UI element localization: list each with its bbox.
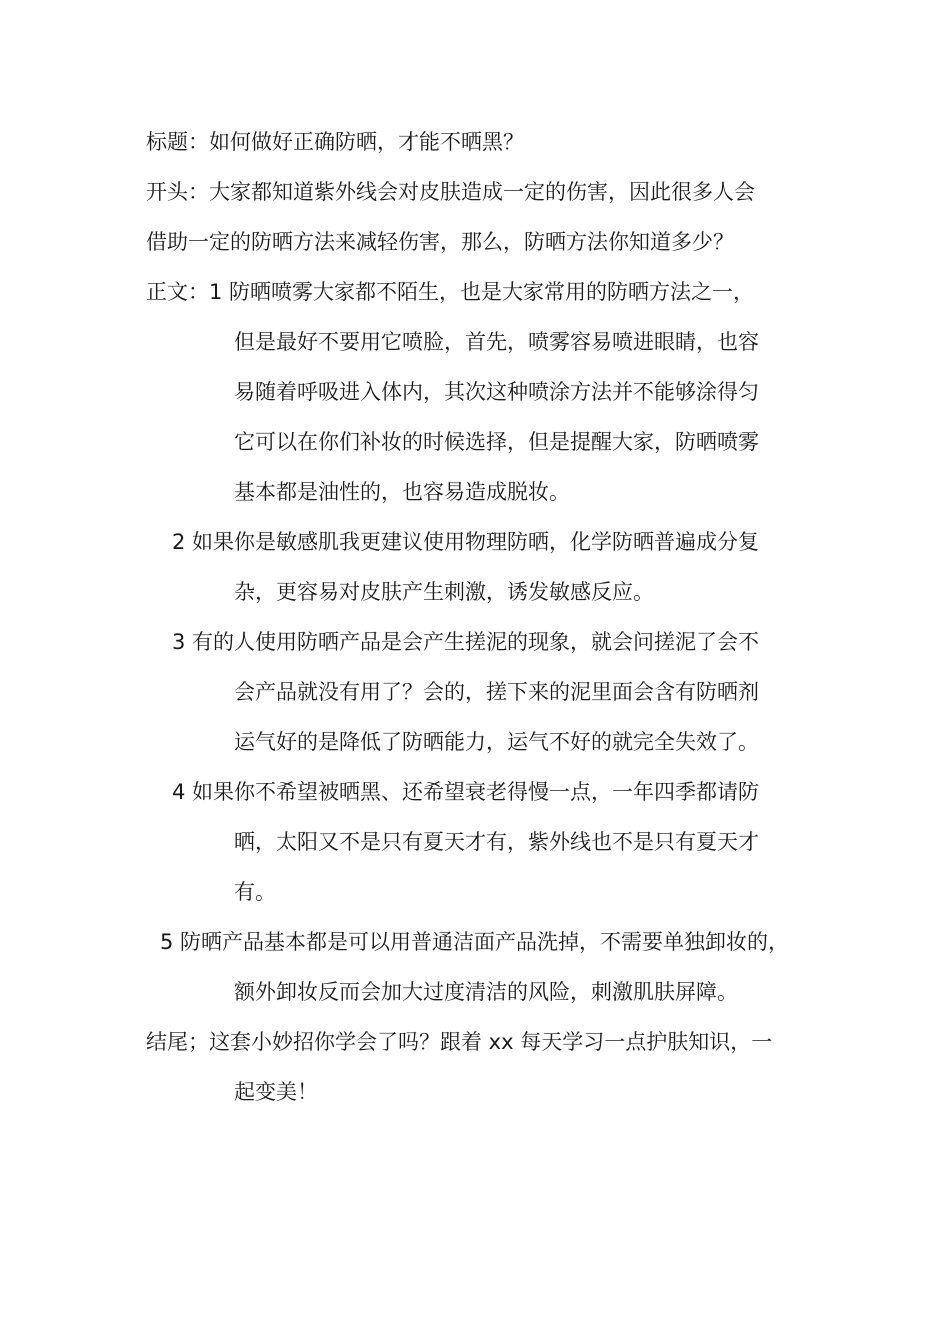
body-point-4-line-1: 4 如果你不希望被晒黑、还希望衰老得慢一点，一年四季都请防 bbox=[172, 780, 760, 804]
body-point-1-line-4: 它可以在你们补妆的时候选择，但是提醒大家，防晒喷雾 bbox=[234, 430, 759, 454]
body-point-4-line-3: 有。 bbox=[234, 880, 276, 904]
body-point-1-line-1: 正文：1 防晒喷雾大家都不陌生，也是大家常用的防晒方法之一， bbox=[146, 280, 755, 304]
intro-line-1: 开头：大家都知道紫外线会对皮肤造成一定的伤害，因此很多人会 bbox=[146, 180, 755, 204]
body-point-2-line-1: 2 如果你是敏感肌我更建议使用物理防晒，化学防晒普遍成分复 bbox=[172, 530, 760, 554]
intro-line-2: 借助一定的防晒方法来减轻伤害，那么，防晒方法你知道多少？ bbox=[146, 230, 734, 254]
body-point-3-line-2: 会产品就没有用了？会的，搓下来的泥里面会含有防晒剂 bbox=[234, 680, 759, 704]
body-point-5-line-2: 额外卸妆反而会加大过度清洁的风险，刺激肌肤屏障。 bbox=[234, 980, 738, 1004]
body-point-3-line-3: 运气好的是降低了防晒能力，运气不好的就完全失效了。 bbox=[234, 730, 759, 754]
body-point-5-line-1: 5 防晒产品基本都是可以用普通洁面产品洗掉，不需要单独卸妆的， bbox=[160, 930, 790, 954]
ending-line-1: 结尾；这套小妙招你学会了吗？跟着 xx 每天学习一点护肤知识，一 bbox=[146, 1030, 773, 1054]
body-point-1-line-2: 但是最好不要用它喷脸，首先，喷雾容易喷进眼睛，也容 bbox=[234, 330, 759, 354]
body-point-3-line-1: 3 有的人使用防晒产品是会产生搓泥的现象，就会问搓泥了会不 bbox=[172, 630, 760, 654]
body-point-1-line-5: 基本都是油性的，也容易造成脱妆。 bbox=[234, 480, 570, 504]
title-line: 标题：如何做好正确防晒，才能不晒黑？ bbox=[146, 130, 524, 154]
body-point-4-line-2: 晒，太阳又不是只有夏天才有，紫外线也不是只有夏天才 bbox=[234, 830, 759, 854]
body-point-1-line-3: 易随着呼吸进入体内，其次这种喷涂方法并不能够涂得匀 bbox=[234, 380, 759, 404]
body-point-2-line-2: 杂，更容易对皮肤产生刺激，诱发敏感反应。 bbox=[234, 580, 654, 604]
ending-line-2: 起变美！ bbox=[234, 1080, 318, 1104]
